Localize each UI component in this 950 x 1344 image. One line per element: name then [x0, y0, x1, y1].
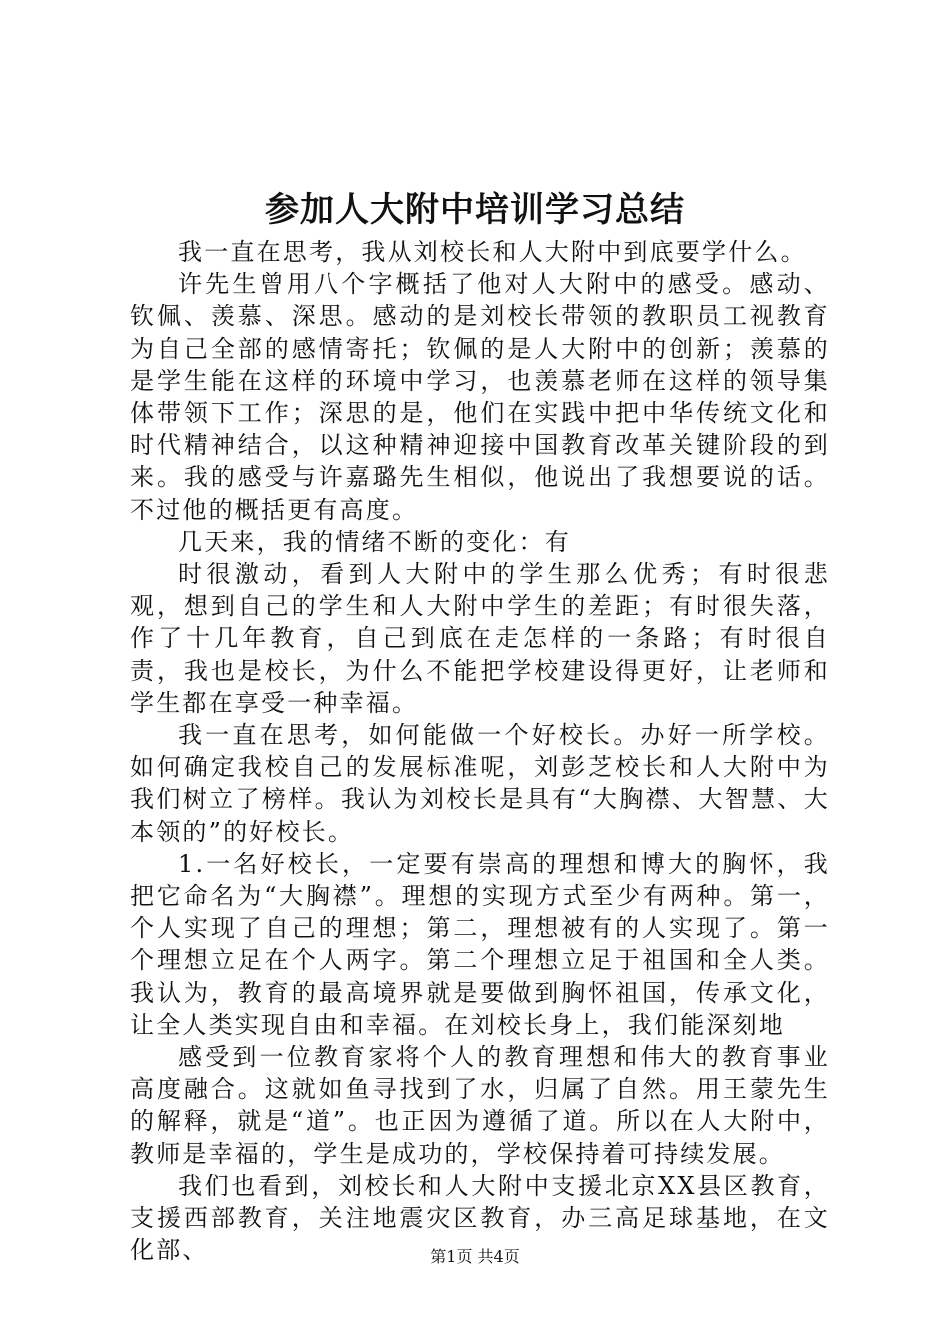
document-title: 参加人大附中培训学习总结: [265, 190, 685, 230]
paragraph: 1.一名好校长，一定要有崇高的理想和博大的胸怀，我把它命名为“大胸襟”。理想的实现方式至少有两种。第一，个人实现了自己的理想；第二，理想被有的人实现了。第一个理想立足在个人两字。第二个理想立足于祖国和全人类。我认为，教育的最高境界就是要做到胸怀祖国，传承文化，让全人类实现自由和幸福。在刘校长身上，我们能深刻地: [130, 849, 830, 1039]
paragraph: 几天来，我的情绪不断的变化：有: [178, 527, 571, 556]
paragraph: 我们也看到，刘校长和人大附中支援北京XX县区教育，支援西部教育，关注地震灾区教育，办三高足球基地，在文化部、: [130, 1171, 830, 1265]
paragraph: 感受到一位教育家将个人的教育理想和伟大的教育事业高度融合。这就如鱼寻找到了水，归属了自然。用王蒙先生的解释，就是“道”。也正因为遵循了道。所以在人大附中，教师是幸福的，学生是成功的，学校保持着可持续发展。: [130, 1043, 830, 1168]
paragraph: 时很激动，看到人大附中的学生那么优秀；有时很悲观，想到自己的学生和人大附中学生的差距；有时很失落，作了十几年教育，自己到底在走怎样的一条路；有时很自责，我也是校长，为什么不能把学校建设得更好，让老师和学生都在享受一种幸福。: [130, 560, 830, 717]
paragraph: 我一直在思考，如何能做一个好校长。办好一所学校。如何确定我校自己的发展标准呢，刘彭芝校长和人大附中为我们树立了榜样。我认为刘校长是具有“大胸襟、大智慧、大本领的”的好校长。: [130, 721, 830, 846]
page-footer: 第1页 共4页: [430, 1247, 520, 1266]
paragraph: 我一直在思考，我从刘校长和人大附中到底要学什么。: [178, 238, 807, 266]
paragraph: 许先生曾用八个字概括了他对人大附中的感受。感动、钦佩、羡慕、深思。感动的是刘校长带领的教职员工视教育为自己全部的感情寄托；钦佩的是人大附中的创新；羡慕的是学生能在这样的环境中学习，也羡慕老师在这样的领导集体带领下工作；深思的是，他们在实践中把中华传统文化和时代精神结合，以这种精神迎接中国教育改革关键阶段的到来。我的感受与许嘉璐先生相似，他说出了我想要说的话。不过他的概括更有高度。: [130, 270, 830, 524]
document-body: [130, 236, 830, 1267]
